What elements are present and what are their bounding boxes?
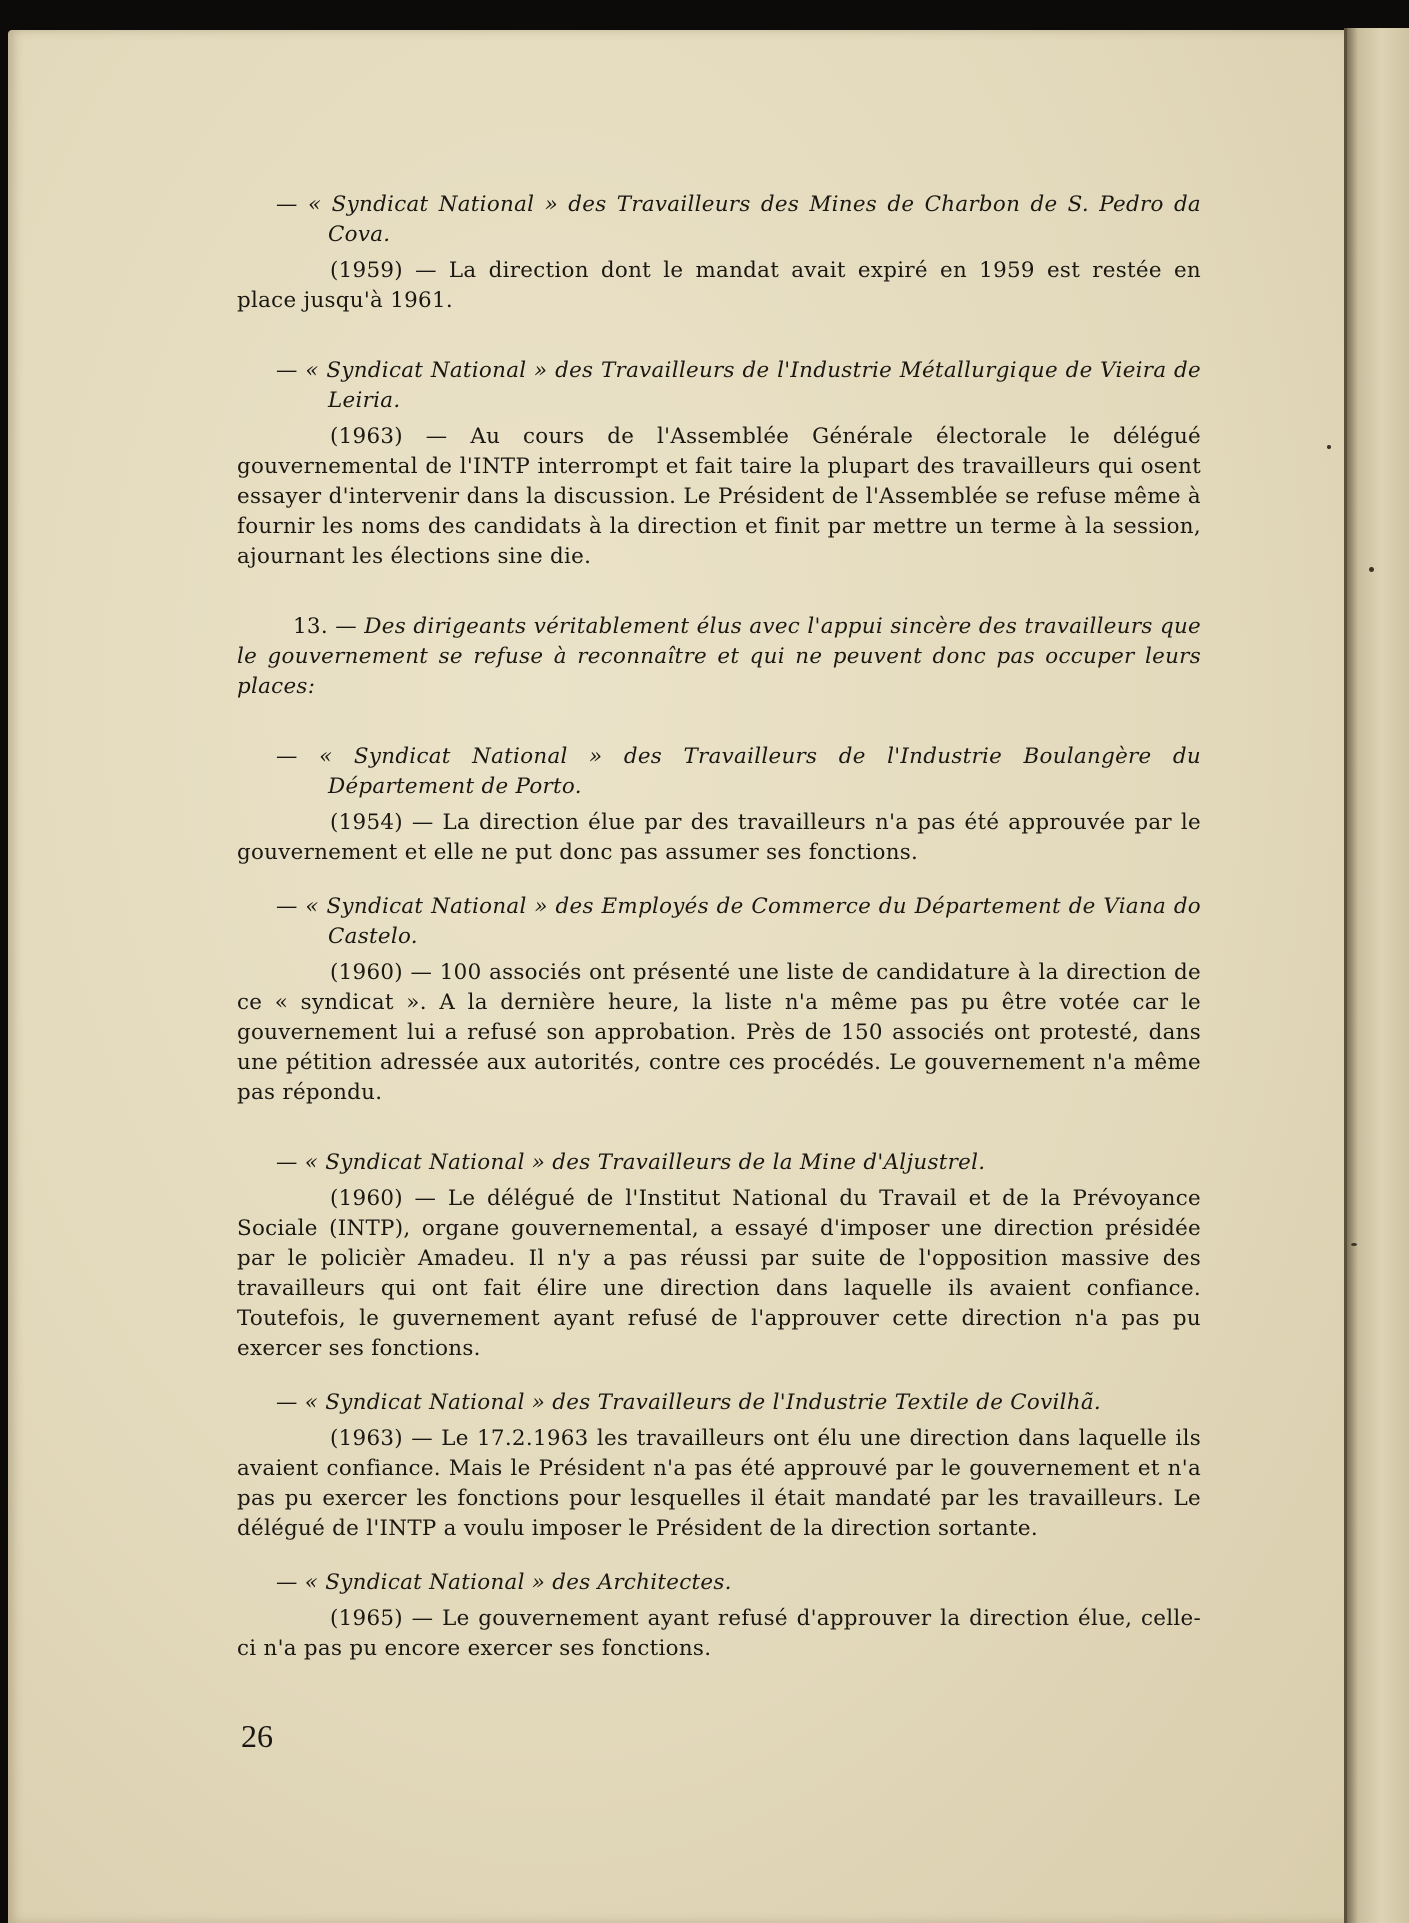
entry-heading: — « Syndicat National » des Travailleurs des Mines de Charbon de S. Pedro da Cova.	[276, 192, 1201, 247]
section-heading	[237, 612, 1201, 702]
ink-speck	[1327, 445, 1331, 449]
entry-body: (1963) — Le 17.2.1963 les travailleurs ont élu une direction dans laquelle ils avaient confiance. Mais le Président n'a pas été approuvé par le gouvernement et n'a pas pu exercer les fonctions pour lesquelles il était mandaté par les travailleurs. Le délégué de l'INTP a voulu imposer le Président de la direction sortante.	[237, 1426, 1201, 1541]
entry-body: (1959) — La direction dont le mandat avait expiré en 1959 est restée en place jusqu'à 1961.	[237, 258, 1201, 313]
entry-body: (1960) — 100 associés ont présenté une liste de candidature à la direction de ce « syndicat ». A la dernière heure, la liste n'a même pas pu être votée car le gouvernement lui a refusé son approbation. Près de 150 associés ont protesté, dans une pétition adressée aux autorités, contre ces procédés. Le gouvernement n'a même pas répondu.	[237, 960, 1201, 1105]
document-body	[237, 190, 1201, 1664]
ink-speck	[1351, 1243, 1357, 1246]
entry-body: (1963) — Au cours de l'Assemblée Générale électorale le délégué gouvernemental de l'INTP interrompt et fait taire la plupart des travailleurs qui osent essayer d'intervenir dans la discussion. Le Président de l'Assemblée se refuse même à fournir les noms des candidats à la direction et finit par mettre un terme à la session, ajournant les élections sine die.	[237, 424, 1201, 569]
page-number: 26	[241, 1718, 273, 1754]
entry-body: (1954) — La direction élue par des travailleurs n'a pas été approuvée par le gouvernement et elle ne put donc pas assumer ses fonctions.	[237, 810, 1201, 865]
entry-heading: — « Syndicat National » des Architectes.	[276, 1570, 732, 1595]
entry-body: (1965) — Le gouvernement ayant refusé d'approuver la direction élue, celle-ci n'a pas pu encore exercer ses fonctions.	[237, 1606, 1201, 1661]
entry-heading: — « Syndicat National » des Travailleurs de l'Industrie Boulangère du Département de Porto.	[276, 744, 1201, 799]
facing-page-edge	[1347, 28, 1409, 1923]
entry-heading: — « Syndicat National » des Employés de Commerce du Département de Viana do Castelo.	[276, 894, 1201, 949]
entry-body: (1960) — Le délégué de l'Institut National du Travail et de la Prévoyance Sociale (INTP), organe gouvernemental, a essayé d'imposer une direction présidée par le policièr Amadeu. Il n'y a pas réussi par suite de l'opposition massive des travailleurs qui ont fait élire une direction dans laquelle ils avaient confiance. Toutefois, le guvernement ayant refusé de l'approuver cette direction n'a pas pu exercer ses fonctions.	[237, 1186, 1201, 1361]
section-text: Des dirigeants véritablement élus avec l'appui sincère des travailleurs que le gouvernement se refuse à reconnaître et qui ne peuvent donc pas occuper leurs places:	[237, 614, 1201, 699]
ink-speck	[1369, 567, 1374, 572]
entry-heading: — « Syndicat National » des Travailleurs de l'Industrie Métallurgique de Vieira de Leiria.	[276, 358, 1201, 413]
entry-heading: — « Syndicat National » des Travailleurs de l'Industrie Textile de Covilhã.	[276, 1390, 1101, 1415]
section-number: 13. —	[293, 614, 357, 639]
entry-heading: — « Syndicat National » des Travailleurs de la Mine d'Aljustrel.	[276, 1150, 986, 1175]
